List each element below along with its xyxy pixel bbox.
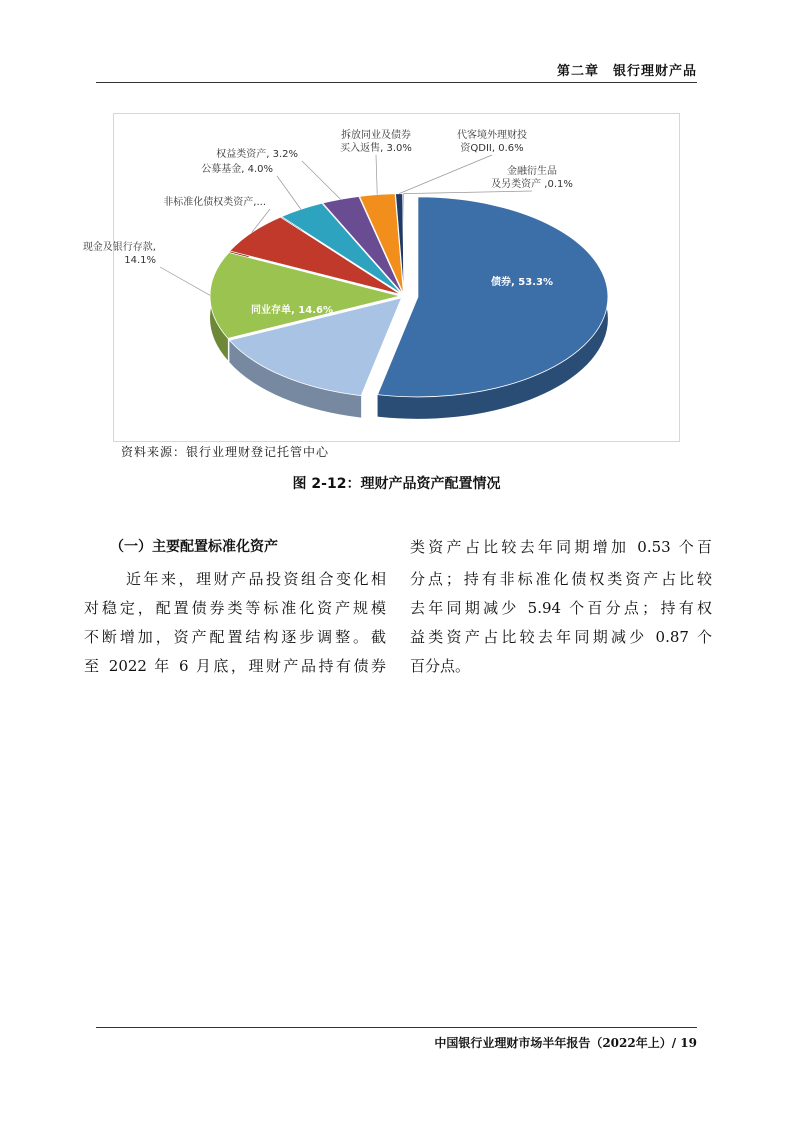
paragraph-line: 类资产占比较去年同期增加 0.53 个百 (410, 538, 712, 556)
footer-divider (96, 1027, 697, 1028)
page-footer: 中国银行业理财市场半年报告（2022年上）/ 19 (434, 1036, 697, 1050)
paragraph-line: 近年来，理财产品投资组合变化相 (126, 570, 386, 588)
leader-line (403, 191, 532, 194)
paragraph-line: 不断增加，资产配置结构逐步调整。截 (84, 628, 386, 646)
section-heading: （一）主要配置标准化资产 (110, 539, 278, 555)
pie-chart-canvas (82, 114, 679, 441)
slice-label: 金融衍生品及另类资产 ,0.1% (491, 166, 573, 190)
slice-label: 现金及银行存款, 14.1% (82, 242, 156, 266)
source-note: 资料来源：银行业理财登记托管中心 (121, 445, 330, 459)
figure-caption: 图 2-12：理财产品资产配置情况 (292, 476, 501, 492)
slice-label: 非标准化债权类资产,... (163, 197, 266, 208)
slice-label: 债券, 53.3% (491, 277, 553, 288)
paragraph-line: 对稳定，配置债券类等标准化资产规模 (84, 599, 386, 617)
paragraph-line: 百分点。 (410, 657, 471, 675)
left-column (84, 537, 386, 681)
leader-line (302, 161, 340, 199)
pie-chart (82, 113, 680, 442)
leader-line (399, 155, 492, 194)
paragraph-line: 去年同期减少 5.94 个百分点；持有权 (410, 599, 712, 617)
slice-label: 代客境外理财投资QDII, 0.6% (457, 130, 527, 154)
slice-label: 拆放同业及债券买入返售, 3.0% (340, 130, 412, 154)
paragraph-line: 益类资产占比较去年同期减少 0.87 个 (410, 628, 712, 646)
leader-line (160, 267, 210, 295)
slice-label: 公募基金, 4.0% (201, 164, 273, 175)
chapter-title: 第二章 银行理财产品 (556, 64, 697, 79)
slice-label: 同业存单, 14.6% (251, 305, 333, 316)
slice-label: 权益类资产, 3.2% (216, 149, 298, 160)
leader-line (277, 176, 301, 209)
paragraph-line: 分点；持有非标准化债权类资产占比较 (410, 570, 712, 588)
header-divider (96, 82, 697, 83)
leader-line (376, 155, 377, 195)
right-column (410, 537, 712, 681)
paragraph-line: 至 2022 年 6 月底，理财产品持有债券 (84, 657, 386, 675)
